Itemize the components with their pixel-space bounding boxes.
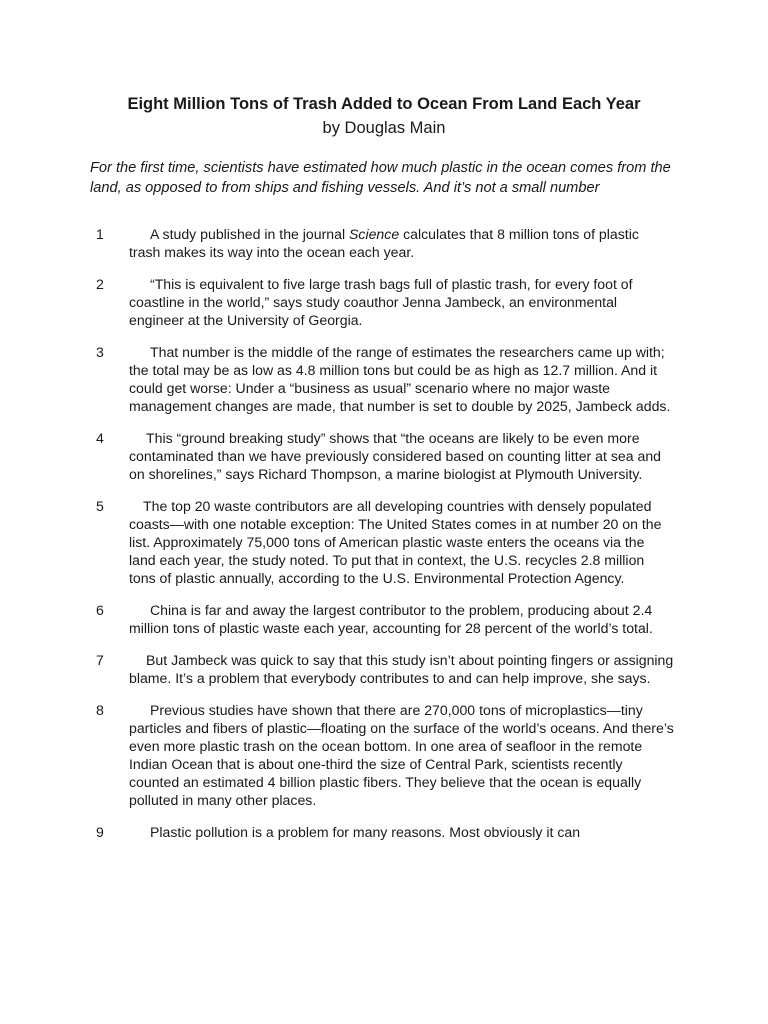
paragraph-text: The top 20 waste contributors are all developing countries with densely populated coasts—with one notable exception: The United States comes in at number 20 on the list. Approximately 75,000 tons of American plastic waste enters the oceans via the land each year, the study noted. To put that in context, the U.S. recycles 2.8 million tons of plastic annually, according to the U.S. Environmental Protection Agency. <box>129 498 662 586</box>
paragraph-1 <box>0 225 768 261</box>
paragraph-5 <box>0 497 768 587</box>
paragraph-number: 7 <box>96 652 104 668</box>
paragraph-number: 4 <box>96 430 104 446</box>
paragraph-text: “This is equivalent to five large trash bags full of plastic trash, for every foot of coastline in the world,” says study coauthor Jenna Jambeck, an environmental engineer at the University of Georgia. <box>129 276 633 328</box>
paragraph-8 <box>0 701 768 809</box>
article-byline: by Douglas Main <box>322 119 446 137</box>
article-title: Eight Million Tons of Trash Added to Ocean From Land Each Year <box>127 95 641 113</box>
paragraph-list <box>0 225 768 855</box>
paragraph-6 <box>0 601 768 637</box>
article-intro: For the first time, scientists have estimated how much plastic in the ocean comes from the land, as opposed to from ships and fishing vessels. And it’s not a small number <box>90 160 671 196</box>
paragraph-number: 6 <box>96 602 104 618</box>
paragraph-9 <box>0 823 768 841</box>
paragraph-7 <box>0 651 768 687</box>
paragraph-text: That number is the middle of the range of estimates the researchers came up with; the total may be as low as 4.8 million tons but could be as high as 12.7 million. And it could get worse: Under a “business as usual” scenario where no major waste management changes are made, that number is set to double by 2025, Jambeck adds. <box>129 344 671 414</box>
paragraph-2 <box>0 275 768 329</box>
paragraph-number: 8 <box>96 702 104 718</box>
paragraph-4 <box>0 429 768 483</box>
paragraph-text: A study published in the journal Science calculates that 8 million tons of plastic trash makes its way into the ocean each year. <box>129 226 639 260</box>
paragraph-text: Plastic pollution is a problem for many reasons. Most obviously it can <box>150 824 581 840</box>
paragraph-number: 2 <box>96 276 104 292</box>
paragraph-number: 9 <box>96 824 104 840</box>
journal-name: Science <box>349 226 400 242</box>
paragraph-text: Previous studies have shown that there are 270,000 tons of microplastics—tiny particles and fibers of plastic—floating on the surface of the world’s oceans. And there’s even more plastic trash on the ocean bottom. In one area of seafloor in the remote Indian Ocean that is about one-third the size of Central Park, scientists recently counted an estimated 4 billion plastic fibers. They believe that the ocean is equally polluted in many other places. <box>129 702 674 808</box>
paragraph-text: China is far and away the largest contributor to the problem, producing about 2.4 million tons of plastic waste each year, accounting for 28 percent of the world’s total. <box>129 602 653 636</box>
paragraph-number: 3 <box>96 344 104 360</box>
paragraph-number: 1 <box>96 226 104 242</box>
paragraph-text: But Jambeck was quick to say that this study isn’t about pointing fingers or assigning blame. It’s a problem that everybody contributes to and can help improve, she says. <box>129 652 674 686</box>
paragraph-number: 5 <box>96 498 104 514</box>
paragraph-3 <box>0 343 768 415</box>
paragraph-text: This “ground breaking study” shows that “the oceans are likely to be even more contaminated than we have previously considered based on counting litter at sea and on shorelines,” says Richard Thompson, a marine biologist at Plymouth University. <box>129 430 661 482</box>
